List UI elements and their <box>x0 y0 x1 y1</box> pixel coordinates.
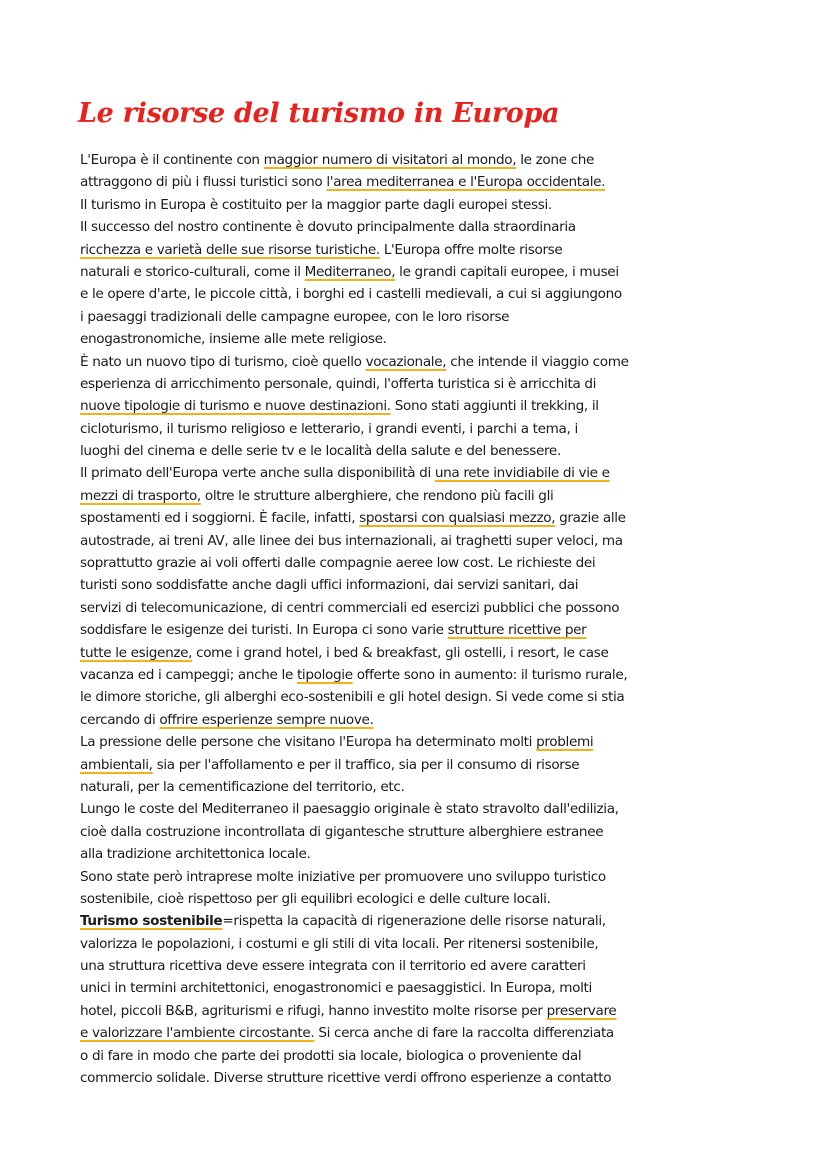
text-line <box>80 1022 760 1044</box>
text-segment: sia per l'affollamento e per il traffico, sia per il consumo di risorse <box>152 756 580 773</box>
text-line <box>80 395 760 417</box>
text-segment: o di fare in modo che parte dei prodotti sia locale, biologica o proveniente dal <box>80 1047 582 1064</box>
highlighted-phrase: ricchezza e varietà delle sue risorse turistiche. <box>80 241 380 258</box>
text-line <box>80 642 760 664</box>
text-line <box>80 283 760 305</box>
text-line <box>80 910 760 932</box>
text-line <box>80 955 760 977</box>
highlighted-phrase: tutte le esigenze, <box>80 644 193 661</box>
text-segment: hotel, piccoli B&B, agriturismi e rifugi, hanno investito molte risorse per <box>80 1002 547 1019</box>
highlighted-phrase: preservare <box>546 1002 617 1019</box>
text-line <box>80 351 760 373</box>
text-segment: Il successo del nostro continente è dovuto principalmente dalla straordinaria <box>80 219 576 236</box>
text-line <box>80 1045 760 1067</box>
text-segment: grazie alle <box>555 510 626 527</box>
text-segment: le dimore storiche, gli alberghi eco-sostenibili e gli hotel design. Si vede come si stia <box>80 689 625 706</box>
text-line <box>80 530 760 552</box>
highlighted-phrase: tipologie <box>296 666 353 683</box>
text-segment: Lungo le coste del Mediterraneo il paesaggio originale è stato stravolto dall'edilizia, <box>80 801 619 818</box>
text-segment: Sono stati aggiunti il trekking, il <box>390 398 599 415</box>
text-segment: i paesaggi tradizionali delle campagne europee, con le loro risorse <box>80 308 510 325</box>
text-segment: le zone che <box>516 152 595 168</box>
highlighted-phrase: spostarsi con qualsiasi mezzo, <box>359 510 556 527</box>
text-segment: cioè dalla costruzione incontrollata di gigantesche strutture alberghiere estranee <box>80 823 604 840</box>
text-line <box>80 843 760 865</box>
text-segment: Il turismo in Europa è costituito per la maggior parte dagli europei stessi. <box>80 196 552 213</box>
highlighted-phrase: una rete invidiabile di vie e <box>434 465 610 482</box>
text-segment: e le opere d'arte, le piccole città, i borghi ed i castelli medievali, a cui si aggiungono <box>80 286 622 303</box>
text-line <box>80 754 760 776</box>
text-segment: alla tradizione architettonica locale. <box>80 846 311 863</box>
text-line <box>80 776 760 798</box>
highlighted-phrase: nuove tipologie di turismo e nuove destinazioni. <box>80 398 391 415</box>
text-segment: come i grand hotel, i bed & breakfast, gli ostelli, i resort, le case <box>192 644 609 661</box>
text-segment: autostrade, ai treni AV, alle linee dei bus internazionali, ai traghetti super veloci, ma <box>80 532 623 549</box>
highlighted-phrase: problemi <box>536 734 594 751</box>
text-line <box>80 552 760 574</box>
text-line <box>80 731 760 753</box>
text-line <box>80 686 760 708</box>
text-line <box>80 306 760 328</box>
text-segment: una struttura ricettiva deve essere integrata con il territorio ed avere caratteri <box>80 958 586 975</box>
text-segment: cicloturismo, il turismo religioso e letterario, i grandi eventi, i parchi a tema, i <box>80 420 578 437</box>
text-segment: unici in termini architettonici, enogastronomici e paesaggistici. In Europa, molti <box>80 980 592 997</box>
body-text <box>80 149 760 1089</box>
text-segment: oltre le strutture alberghiere, che rendono più facili gli <box>200 487 554 504</box>
text-segment: che intende il viaggio come <box>446 353 629 370</box>
text-line <box>80 261 760 283</box>
text-segment: È nato un nuovo tipo di turismo, cioè quello <box>80 353 366 370</box>
text-line <box>80 977 760 999</box>
text-segment: Il primato dell'Europa verte anche sulla disponibilità di <box>80 465 435 482</box>
text-line <box>80 888 760 910</box>
highlighted-phrase: l'area mediterranea e l'Europa occidentale. <box>326 174 606 191</box>
text-line <box>80 328 760 350</box>
highlighted-phrase: offrire esperienze sempre nuove. <box>159 711 374 728</box>
text-line <box>80 418 760 440</box>
page-title: Le risorse del turismo in Europa <box>78 98 560 129</box>
text-segment: offerte sono in aumento: il turismo rurale, <box>352 666 628 683</box>
text-line <box>80 574 760 596</box>
text-segment: Si cerca anche di fare la raccolta differenziata <box>314 1025 614 1042</box>
text-line <box>80 1000 760 1022</box>
text-line <box>80 619 760 641</box>
text-segment: turisti sono soddisfatte anche dagli uffici informazioni, dai servizi sanitari, dai <box>80 577 579 594</box>
text-line <box>80 462 760 484</box>
text-line <box>80 798 760 820</box>
text-line <box>80 216 760 238</box>
text-segment: spostamenti ed i soggiorni. È facile, infatti, <box>80 510 360 527</box>
text-line <box>80 239 760 261</box>
text-segment: La pressione delle persone che visitano l'Europa ha determinato molti <box>80 734 537 751</box>
text-segment: esperienza di arricchimento personale, quindi, l'offerta turistica si è arricchita di <box>80 375 597 392</box>
text-segment: attraggono di più i flussi turistici sono <box>80 174 327 191</box>
highlighted-phrase: vocazionale, <box>365 353 447 370</box>
text-segment: servizi di telecomunicazione, di centri commerciali ed esercizi pubblici che possono <box>80 599 620 616</box>
text-segment: soprattutto grazie ai voli offerti dalle compagnie aeree low cost. Le richieste dei <box>80 555 596 572</box>
text-segment: commercio solidale. Diverse strutture ricettive verdi offrono esperienze a contatto <box>80 1070 612 1087</box>
text-segment: L'Europa è il continente con <box>80 152 264 168</box>
text-line <box>80 709 760 731</box>
text-segment: cercando di <box>80 711 160 728</box>
text-line <box>80 1067 760 1089</box>
text-line <box>80 149 760 171</box>
text-line <box>80 597 760 619</box>
key-term-highlight: Turismo sostenibile <box>80 913 223 930</box>
text-segment: soddisfare le esigenze dei turisti. In Europa ci sono varie <box>80 622 448 639</box>
text-segment: L'Europa offre molte risorse <box>379 241 563 258</box>
text-segment: vacanza ed i campeggi; anche le <box>80 666 297 683</box>
text-line <box>80 440 760 462</box>
text-line <box>80 507 760 529</box>
text-segment: le grandi capitali europee, i musei <box>395 263 619 280</box>
text-line <box>80 933 760 955</box>
text-line <box>80 664 760 686</box>
text-segment: =rispetta la capacità di rigenerazione delle risorse naturali, <box>222 913 606 930</box>
highlighted-phrase: mezzi di trasporto, <box>80 487 201 504</box>
highlighted-phrase: ambientali, <box>80 756 153 773</box>
text-line <box>80 485 760 507</box>
highlighted-phrase: e valorizzare l'ambiente circostante. <box>80 1025 315 1042</box>
text-segment: enogastronomiche, insieme alle mete religiose. <box>80 331 387 348</box>
text-line <box>80 194 760 216</box>
text-segment: naturali, per la cementificazione del territorio, etc. <box>80 778 405 795</box>
text-segment: Sono state però intraprese molte iniziative per promuovere uno sviluppo turistico <box>80 868 606 885</box>
text-segment: luoghi del cinema e delle serie tv e le località della salute e del benessere. <box>80 443 561 460</box>
text-line <box>80 821 760 843</box>
text-line <box>80 171 760 193</box>
text-segment: valorizza le popolazioni, i costumi e gli stili di vita locali. Per ritenersi sostenibile, <box>80 935 599 952</box>
text-line <box>80 866 760 888</box>
text-segment: sostenibile, cioè rispettoso per gli equilibri ecologici e delle culture locali. <box>80 890 551 907</box>
text-line <box>80 373 760 395</box>
text-segment: naturali e storico-culturali, come il <box>80 263 305 280</box>
highlighted-phrase: maggior numero di visitatori al mondo, <box>263 152 517 168</box>
highlighted-phrase: Mediterraneo, <box>304 263 396 280</box>
highlighted-phrase: strutture ricettive per <box>447 622 587 639</box>
